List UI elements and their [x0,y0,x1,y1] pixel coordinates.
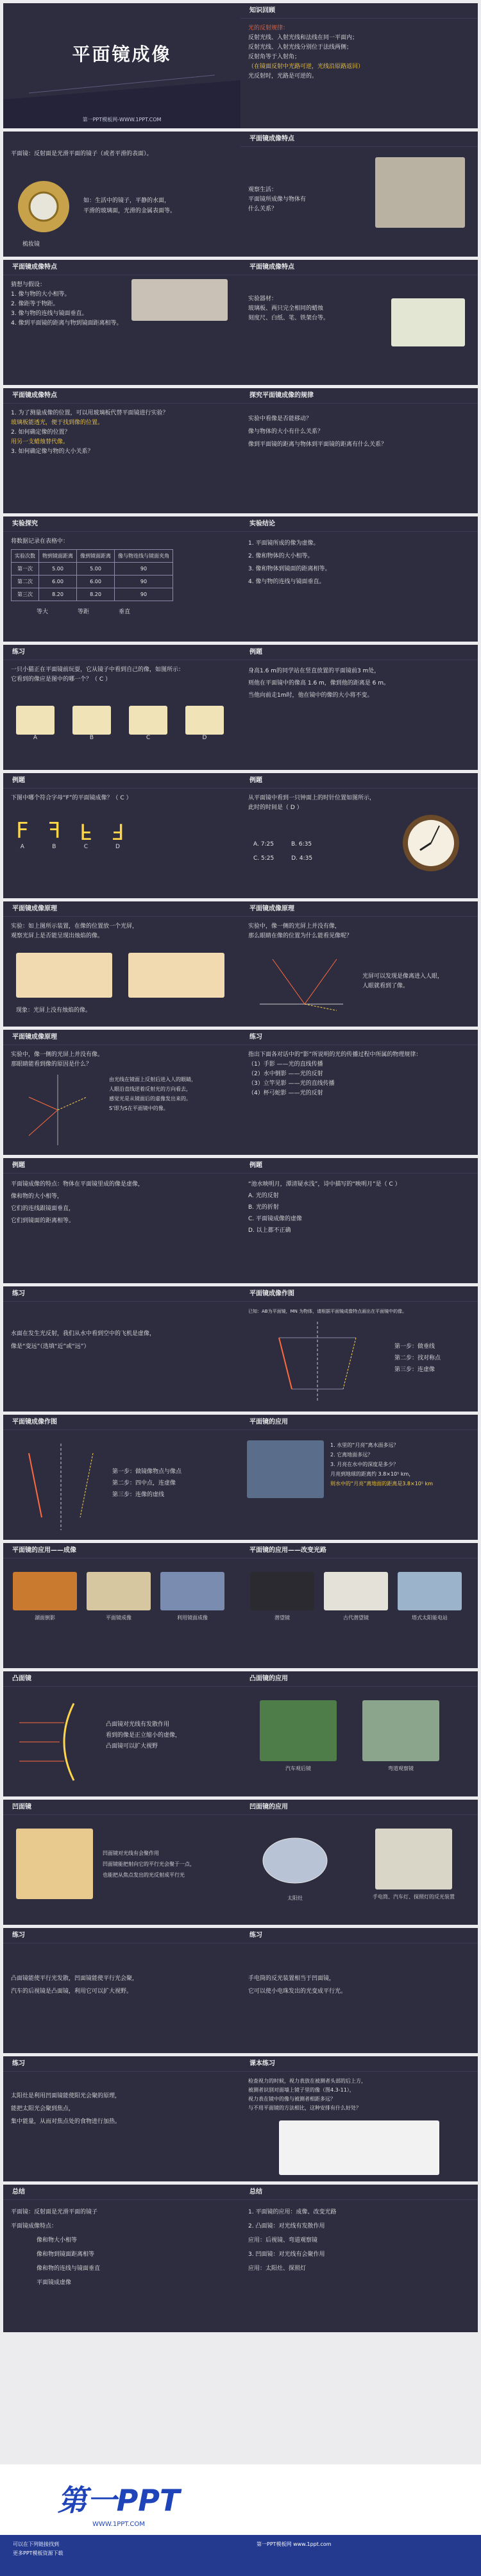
line: 视力表在镜中的像与被测者相距多远？ [248,2096,335,2102]
label-equal-size: 等大 [37,609,49,615]
line: 2. 凸面镜：对光线有发散作用 [248,2223,325,2230]
virtual2-slide[interactable] [240,901,478,1027]
line: 平滑的玻璃面，光滑的金属表面等。 [83,208,176,214]
explore-slide[interactable] [240,388,478,513]
cell: 8.20 [77,588,115,601]
feature3-slide[interactable] [240,260,478,385]
slide-header: 总结 [240,2185,478,2200]
footer-logo: 第一PPT [57,2483,180,2518]
footer-text: 更多PPT模板资源下载 [13,2550,63,2556]
cell: 第三次 [12,588,39,601]
slide-header: 例题 [240,645,478,660]
step: 第一步：做垂线 [394,1343,435,1350]
line: 平面镜所成像与物体有 [248,196,307,203]
table-note: 将数据记录在表格中： [11,538,69,545]
draw2-slide[interactable] [3,1415,240,1540]
footer-link[interactable]: 第一PPT模板网 www.1ppt.com [257,2541,332,2547]
line: 4. 像与物的连线与镜面垂直。 [248,579,325,585]
line: 当他向前走1m时，他在镜中的像的大小将不变。 [248,692,373,699]
f-letter-figure: F [47,818,61,844]
option-label[interactable]: B [52,844,56,850]
line: 平面镜成虚像 [37,2280,72,2286]
line: 实验：如上图所示装置，在像的位置放一个光屏， [11,923,139,930]
column-header: 物到镜面距离 [39,550,77,563]
line: 凸面镜能使平行光发散，凹面镜能使平行光会聚， [11,1975,139,1982]
step: 第三步：连像的虚线 [112,1492,165,1498]
slide-header: 平面镜成像原理 [240,901,478,917]
line: （在镜面反射中光路可逆，光线沿原路返回） [248,64,364,70]
drawing-diagram [16,1440,106,1533]
line: 实验中，像一侧的光屏上并没有像。 [11,1052,104,1058]
data-table-slide[interactable] [3,516,240,642]
step: 第二步：找对称点 [394,1355,441,1361]
periscope-photo [250,1572,314,1610]
slide-header: 凸面镜的应用 [240,1671,478,1687]
footer-band [0,2535,481,2576]
option-label[interactable]: A [20,844,24,850]
moon-water-photo [247,1440,324,1498]
option-label[interactable]: B [89,735,94,741]
car-mirror-photo [260,1700,337,1761]
footer-banner[interactable] [0,2464,481,2576]
line: 人眼就看到了像。 [362,983,409,989]
line: 反射角等于入射角； [248,54,301,60]
cell: 90 [115,588,173,601]
step: 第一步：做镜像物点与像点 [112,1469,182,1475]
label-equal-distance: 等距 [78,609,90,615]
apparatus-photo [391,298,465,346]
line: 像和物大小相等 [37,2237,78,2244]
line: 像与物体的大小有什么关系？ [248,429,324,435]
app2-slide[interactable] [3,1543,240,1668]
line: 反射光线、入射光线分别位于法线两侧； [248,44,353,51]
caption: 平面镜成像 [106,1615,131,1621]
convex1-slide[interactable] [3,1671,240,1796]
cell: 6.00 [39,576,77,588]
line: 已知：AB为平面镜，MN 为物体，请根据平面镜成像特点画出在平面镜中的像。 [248,1309,407,1314]
exercise9-slide[interactable] [240,1928,478,2053]
line: 像到平面镜的距离与物体到平面镜的距离有什么关系？ [248,441,387,448]
option-b[interactable]: B. 6:35 [291,841,312,848]
cat-figure [72,706,111,735]
line: 月亮到地球的距离约 3.8×10⁵ km， [330,1471,414,1477]
feature1-slide[interactable] [240,132,478,257]
flashlight-diagram [375,1829,452,1889]
line: （2）水中倒影 ——光的反射 [248,1071,323,1077]
caption: 湖面倒影 [35,1615,55,1621]
candle-photo [16,953,112,998]
line: 它们的连线跟镜面垂直， [11,1206,75,1212]
line: 凸面镜可以扩大视野 [106,1743,158,1750]
line: 一只小猫正在平面镜前玩耍，它从镜子中看到自己的像，如图所示： [11,667,185,673]
line: 光反射时，光路是可逆的。 [248,73,318,80]
caption: 利用镜面成像 [177,1615,208,1621]
exercise10-slide[interactable] [3,2056,240,2181]
cell: 8.20 [39,588,77,601]
slide-header: 课本练习 [240,2056,478,2072]
exercise1-slide[interactable] [3,645,240,770]
line: 人眼沿直线逆着反射光的方向看去， [109,1086,191,1092]
line: 它可以使小电珠发出的光变成平行光。 [248,1988,347,1995]
exercise7-slide[interactable] [3,1286,240,1412]
line: 太阳灶是利用凹面镜能使阳光会聚的原理， [11,2093,121,2099]
line: 手电筒的反光装置相当于凹面镜， [248,1975,335,1982]
sunburst-mirror-icon [15,178,72,235]
caption: 弯道观察镜 [388,1766,414,1771]
option-label[interactable]: C [146,735,151,741]
slide-header: 例题 [240,773,478,789]
slide-header: 练习 [3,1928,240,1943]
concave1-slide[interactable] [3,1800,240,1925]
line: 光屏可以发现是像离进入人眼， [362,973,444,980]
solar-tower-photo [398,1572,462,1610]
footer-text: 可以在下列链接找到 [13,2541,59,2547]
step: 第三步：连虚像 [394,1367,435,1373]
step: 第二步：四中点，连虚像 [112,1480,176,1487]
line: 则他在平面镜中的像高 1.6 m，像到他的距离是 6 m。 [248,680,390,687]
summary1-slide[interactable] [3,2185,240,2332]
option-a[interactable]: A. 光的反射 [248,1193,279,1199]
site-url[interactable]: 第一PPT模板网-WWW.1PPT.COM [82,117,162,123]
option-label[interactable]: C [83,844,89,850]
column-header: 实验次数 [12,550,39,563]
app3-slide[interactable] [240,1543,478,1668]
cell: 第一次 [12,563,39,576]
column-header: 像到镜面距离 [77,550,115,563]
line: 应用：后视镜、弯道观察镜 [248,2237,318,2244]
line: 指出下面各对话中的“影”所说明的光的传播过程中所属的物理规律： [248,1052,422,1058]
mirror-photo [87,1572,151,1610]
line: 凹面镜能把射向它的平行光会聚于一点， [103,1861,195,1867]
phenomenon-text: 现象：光屏上没有烛焰的像。 [16,1007,92,1014]
solar-cooker-icon [257,1829,333,1889]
cell: 90 [115,563,173,576]
table-row [12,588,173,601]
column-header: 像与物连线与镜面夹角 [115,550,173,563]
line: 实验中，像一侧的光屏上并没有像， [248,923,341,930]
line: 被测者识别对面墙上镜子里的像（图4.3-11）， [248,2087,355,2093]
line: 它看到的像应是图中的哪一个？（ C ） [11,676,112,683]
line: 玻璃板能透光，便于找到像的位置。 [11,420,104,426]
line: 那眼睛能看到像的原因是什么？ [11,1061,92,1068]
line: 1. 水里的“月亮”离水面多远？ [330,1442,399,1448]
slide-header: 例题 [240,1158,478,1173]
slide-header: 平面镜的应用——成像 [3,1543,240,1558]
caption: 汽车观后镜 [285,1766,311,1771]
line: 身高1.6 m的同学站在竖直放置的平面镜前3 m处， [248,668,380,674]
line: 实验中看像是否能移动？ [248,416,312,422]
line: 1. 平面镜所成的像为虚像。 [248,540,319,547]
option-label[interactable]: A [33,735,38,741]
line: 实验器材： [248,296,278,302]
line: 观察光屏上是否能呈现出烛焰的像。 [11,933,104,939]
cell: 第二次 [12,576,39,588]
lake-reflection-photo [13,1572,77,1610]
line: 3. 月亮在水中的深度是多少？ [330,1462,399,1467]
line: “池水映明月，潭清疑水浅”，诗中描写的“映明月”是（ C ） [248,1181,401,1188]
concave-diagram [16,1829,93,1899]
line: 则水中的“月亮”离地面的距离是3.8×10⁵ km [330,1481,434,1487]
line: 2. 像和物体的大小相等。 [248,553,314,559]
slide-header: 练习 [240,1928,478,1943]
reflection-diagram [253,946,350,1017]
line: 汽车的后视镜是凸面镜，利用它可以扩大视野。 [11,1988,133,1995]
drawing-diagram [253,1318,382,1405]
line: 集中能量，从而对焦点处的食物进行加热。 [11,2119,121,2125]
line: 1. 平面镜的应用：成像、改变光路 [248,2209,337,2215]
line: 此时的时间是（ D ） [248,805,303,811]
line: 3. 像与物的连线与镜面垂直。 [11,311,88,317]
option-label[interactable]: D [115,844,120,850]
caption: 塔式太阳能电站 [412,1615,448,1621]
line: 2. 像距等于物距。 [11,301,59,307]
line: 凸面镜对光线有发散作用 [106,1721,170,1728]
data-table [11,549,173,601]
screen-photo [128,953,224,998]
intro-slide[interactable] [3,132,240,257]
line: S’即为S在平面镜中的像。 [109,1105,169,1111]
mirror-caption: 梳妆镜 [22,241,40,248]
draw1-slide[interactable] [240,1286,478,1412]
cell: 90 [115,576,173,588]
slide-header: 平面镜成像特点 [240,132,478,147]
line: 感觉光是从镜面后的虚像发出来的。 [109,1096,191,1102]
curve-mirror-photo [362,1700,439,1761]
exercise2-slide[interactable] [240,645,478,770]
slide-header: 例题 [3,773,240,789]
page-title: 平面镜成像 [72,44,172,65]
virtual4-slide[interactable] [240,1030,478,1155]
exercise8-slide[interactable] [3,1928,240,2053]
line: 刻度尺、白纸、笔、铁架台等。 [248,315,330,321]
exercise5-slide[interactable] [3,1158,240,1283]
slide-header: 平面镜的应用 [240,1415,478,1430]
line: 平面镜：反射面是光滑平面的镜子 [11,2209,98,2215]
cell: 5.00 [77,563,115,576]
line: 检查视力的时候，视力表放在被测者头部的后上方， [248,2078,366,2084]
caption: 古代潜望镜 [343,1615,369,1621]
label-perpendicular: 垂直 [119,609,131,615]
cat-figure [129,706,167,735]
building-reflection-photo [160,1572,224,1610]
slide-header: 平面镜成像作图 [3,1415,240,1430]
slide-header: 平面镜成像原理 [3,1030,240,1045]
line: 由光线在镜面上反射后进入人的眼睛， [109,1077,196,1082]
slide-header: 凹面镜的应用 [240,1800,478,1815]
cell: 5.00 [39,563,77,576]
eye-chart-diagram [279,2120,439,2175]
virtual1-slide[interactable] [3,901,240,1027]
line: 平面镜成像的特点：物体在平面镜里成的像是虚像， [11,1181,144,1188]
line: 那么眼睛在像的位置为什么能看见像呢？ [248,933,353,939]
line: 3. 凹面镜：对光线有会聚作用 [248,2251,325,2258]
line: 水面在发生光反射，我们从水中看到空中的飞机是虚像， [11,1331,156,1337]
option-c[interactable]: C. 5:25 [253,855,274,862]
line: 像和物的连线与镜面垂直 [37,2265,101,2272]
line: 观察生活： [248,187,278,193]
line: 用另一支蜡烛替代像。 [11,439,69,445]
caption: 潜望镜 [274,1615,290,1621]
option-d[interactable]: D. 以上都不正确 [248,1227,291,1234]
slide-header: 探究平面镜成像的规律 [240,388,478,404]
line: 如：生活中的镜子，平静的水面， [83,198,171,204]
line: 光的反射规律： [248,25,289,31]
exercise11-slide[interactable] [240,2056,478,2181]
f-letter-figure: F [111,818,124,844]
slide-header: 例题 [3,1158,240,1173]
slide-header: 总结 [3,2185,240,2200]
ray-diagram [16,1071,99,1148]
virtual3-slide[interactable] [3,1030,240,1155]
line: 凹面镜对光线有会聚作用 [103,1850,159,1856]
cat-figure [16,706,55,735]
slide-header: 知识回顾 [240,3,478,19]
line: 应用：太阳灶、探照灯 [248,2265,307,2272]
slide-header: 实验结论 [240,516,478,532]
exercise3-slide[interactable] [3,773,240,898]
line: 1. 像与物的大小相等。 [11,291,71,298]
slide-header: 平面镜成像作图 [240,1286,478,1302]
cat-mirror-photo [375,157,465,228]
cell: 6.00 [77,576,115,588]
clock-icon [401,813,462,874]
option-a[interactable]: A. 7:25 [253,841,274,848]
option-b[interactable]: B. 光的折射 [248,1204,279,1211]
slide-header: 练习 [240,1030,478,1045]
table-row [12,576,173,588]
line: 像是“变远”（选填“近”或“远”） [11,1343,90,1350]
line: 猜想与假设： [11,282,46,288]
cat-figure [185,706,224,735]
convex2-slide[interactable] [240,1671,478,1796]
slide-header: 练习 [3,645,240,660]
option-d[interactable]: D. 4:35 [291,855,313,862]
line: 2. 如何确定像的位置？ [11,429,71,436]
caption: 太阳灶 [287,1895,303,1901]
cat-photo [131,279,228,321]
option-label[interactable]: D [202,735,207,741]
line: 看到的像是正立缩小的虚像， [106,1732,181,1739]
line: 3. 像和物体到镜面的距离相等。 [248,566,331,572]
footer-url[interactable]: WWW.1PPT.COM [92,2521,145,2528]
line: 下图中哪个符合字母“F”的平面镜成像？（ C ） [11,795,132,801]
line: 1. 为了测量成像的位置，可以用玻璃板代替平面镜进行实验？ [11,410,169,416]
table-row [12,563,173,576]
slide-header: 凸面镜 [3,1671,240,1687]
caption: 手电筒、汽车灯、探照灯的反光装置 [373,1894,455,1900]
slide-header: 平面镜成像原理 [3,901,240,917]
line: 什么关系？ [248,206,278,212]
line: 4. 像到平面镜的距离与物到镜面距离相等。 [11,320,122,327]
slide-header: 平面镜成像特点 [240,260,478,275]
line: 它们到镜面的距离相等。 [11,1218,75,1224]
slide-header: 凹面镜 [3,1800,240,1815]
concave2-slide[interactable] [240,1800,478,1925]
line: 玻璃板、两只完全相同的蜡烛 [248,305,324,312]
line: （4）杯弓蛇影 ——光的反射 [248,1090,323,1096]
exercise4-slide[interactable] [240,773,478,898]
line: 与不用平面镜的方法相比，这种安排有什么好处？ [248,2105,361,2111]
exercise6-slide[interactable] [240,1158,478,1283]
slide-header: 平面镜成像特点 [3,388,240,404]
line: 也能把从焦点发出的光反射成平行光 [103,1872,185,1878]
exp-question-slide[interactable] [3,388,240,513]
f-letter-figure: F [80,818,92,844]
slide-header: 平面镜成像特点 [3,260,240,275]
f-letter-figure: F [16,818,29,844]
line: 反射光线、入射光线和法线在同一平面内； [248,35,359,41]
convex-mirror-diagram [16,1697,99,1787]
app1-slide[interactable] [240,1415,478,1540]
review-slide[interactable] [240,3,478,128]
option-c[interactable]: C. 平面镜成像的虚像 [248,1216,303,1222]
slide-header: 练习 [3,2056,240,2072]
summary2-slide[interactable] [240,2185,478,2332]
feature2-slide[interactable] [3,260,240,385]
line: 从平面镜中看到一只钟面上的时针位置如图所示， [248,795,376,801]
slide-header: 平面镜的应用——改变光路 [240,1543,478,1558]
line: （1）手影 ——光的直线传播 [248,1061,323,1068]
line: （3）立竿见影 ——光的直线传播 [248,1080,335,1087]
slide-header: 练习 [3,1286,240,1302]
line: 平面镜成像特点： [11,2223,58,2230]
slide-header: 实验探究 [3,516,240,532]
line: 能把太阳光会聚到焦点， [11,2106,75,2112]
result-slide[interactable] [240,516,478,642]
line: 像和物到镜面距离相等 [37,2251,95,2258]
line: 2. 它离地面多远？ [330,1452,373,1458]
line: 平面镜：反射面是光滑平面的镜子（或者平滑的表面）。 [11,151,153,157]
line: 像和物的大小相等， [11,1193,63,1200]
title-slide[interactable] [3,3,240,128]
ancient-periscope-photo [324,1572,388,1610]
line: 3. 如何确定像与物的大小关系？ [11,448,94,455]
